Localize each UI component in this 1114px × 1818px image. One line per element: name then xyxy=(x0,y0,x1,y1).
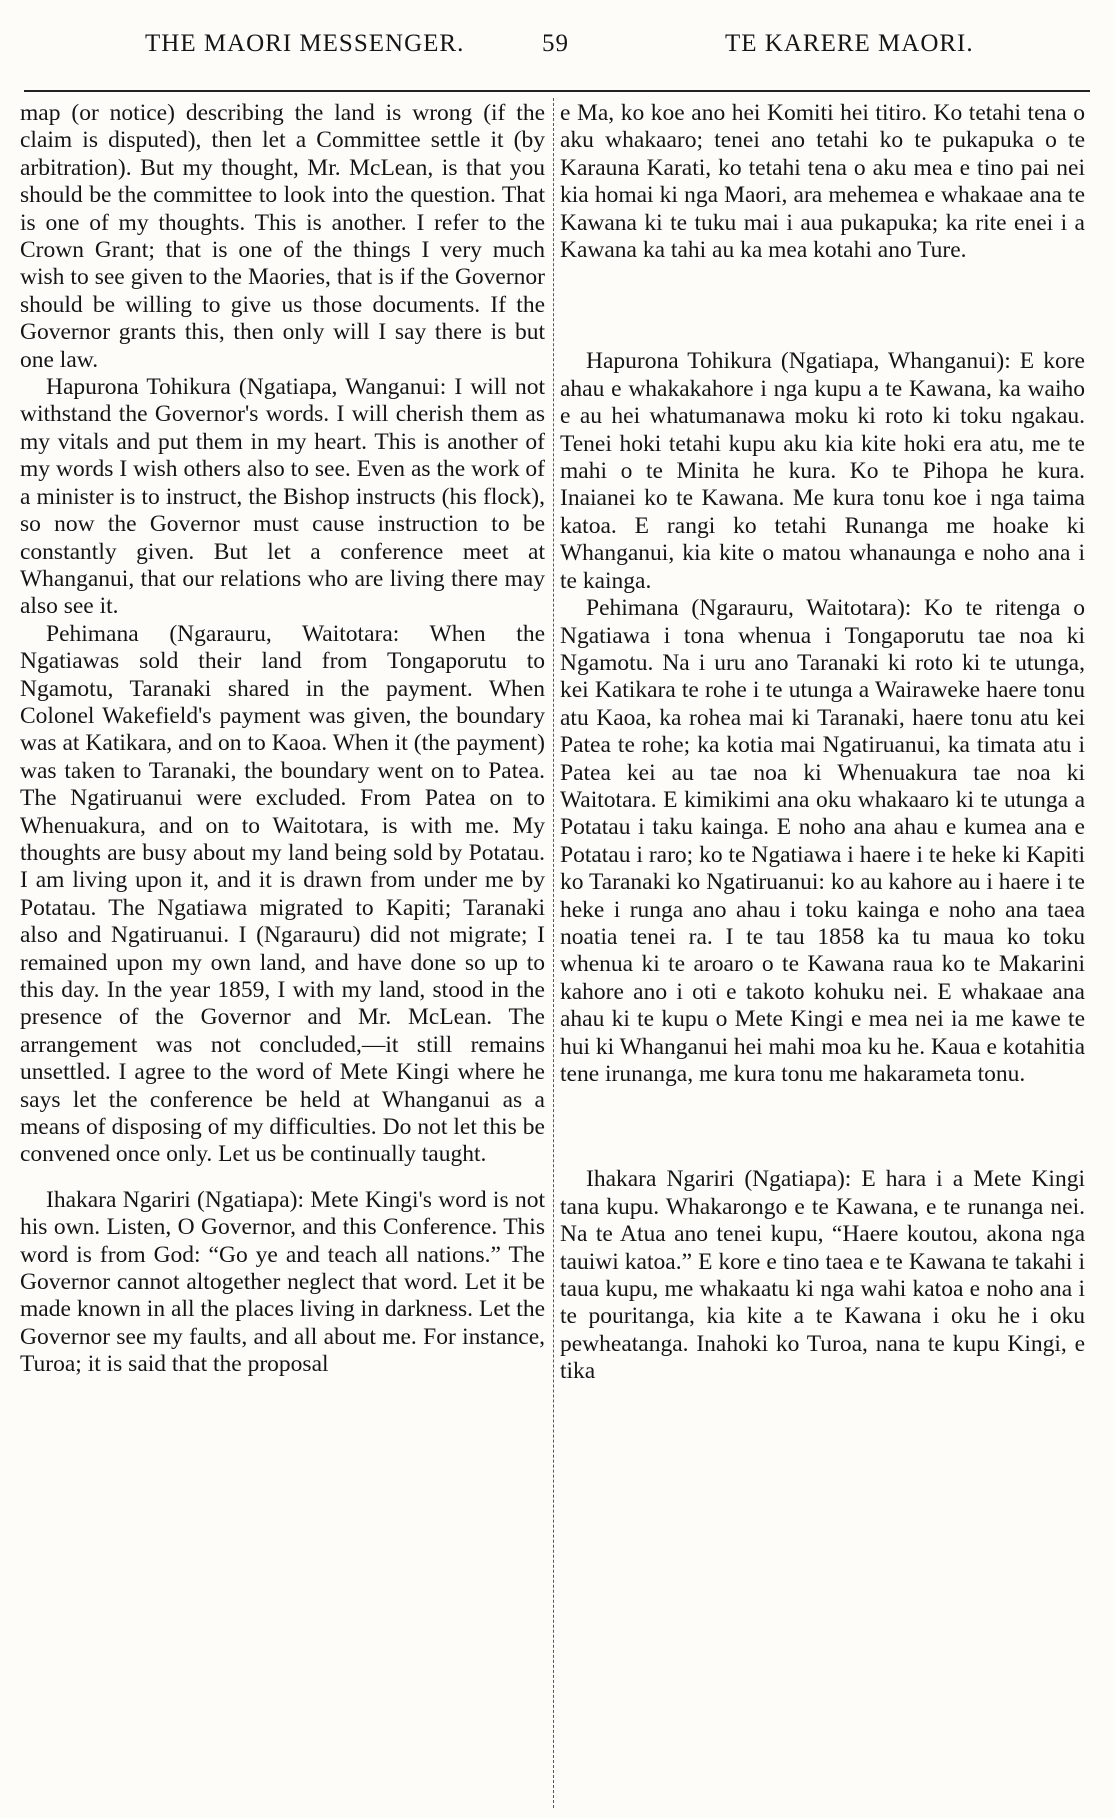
column-divider xyxy=(553,98,555,1808)
english-column xyxy=(20,100,545,1379)
english-paragraph-1: map (or notice) describing the land is wrong (if the claim is disputed), then let a Committee settle it (by arbitration). But my thought, Mr. McLean, is that you should be the committee to look into the question. That is one of my thoughts. This is another. I refer to the Crown Grant; that is one of the things I very much wish to see given to the Maories, that is if the Governor should be willing to give us those documents. If the Governor grants this, then only will I say there is but one law. xyxy=(20,100,545,373)
maori-paragraph-3: Pehimana (Ngarauru, Waitotara): Ko te ritenga o Ngatiawa i tona whenua i Tongaporutu tae noa ki Ngamotu. Na i uru ano Taranaki ki roto ki te utunga, kei Katikara te rohe i te utunga a Wairaweke haere tonu atu Kaoa, ka rohea mai ki Taranaki, haere tonu atu kei Patea te rohe; ka kotia mai Ngatiruanui, ka timata atu i Patea kei au tae noa ki Whenuakura tae noa ki Waitotara. E kimikimi ana oku whakaaro ki te utunga a Potatau i taku kainga. E noho ana ahau e kumea ana e Potatau i raro; ko te Ngatiawa i haere i te heke ki Kapiti ko Taranaki ko Ngatiruanui: ko au kahore au i haere i te heke i runga ano ahau i toku kainga e noho ana taea noatia tenei ra. I te tau 1858 ka tu maua ko toku whenua ki te aroaro o te Kawana raua ko te Makarini kahore ano i oti e takoto kohuku nei. E whakaae ana ahau ki te kupu o Mete Kingi e mea nei ia me kawe te hui ki Whanganui hei mahi moa ku he. Kaua e kotahitia tene irunanga, me kura tonu me hakarameta tonu. xyxy=(560,595,1085,1087)
header-english-title: THE MAORI MESSENGER. xyxy=(145,30,465,57)
english-paragraph-2: Hapurona Tohikura (Ngatiapa, Wanganui: I will not withstand the Governor's words. I will cherish them as my vitals and put them in my heart. This is another of my words I wish others also to see. Even as the work of a minister is to instruct, the Bishop instructs (his flock), so now the Governor must cause instruction to be constantly given. But let a conference meet at Whanganui, that our relations who are living there may also see it. xyxy=(20,374,545,620)
maori-column xyxy=(560,100,1085,1386)
english-paragraph-4: Ihakara Ngariri (Ngatiapa): Mete Kingi's word is not his own. Listen, O Governor, and this Conference. This word is from God: “Go ye and teach all nations.” The Governor cannot altogether neglect that word. Let it be made known in all the places living in darkness. Let the Governor see my faults, and all about me. For instance, Turoa; it is said that the proposal xyxy=(20,1186,545,1378)
page-number: 59 xyxy=(542,30,569,57)
maori-paragraph-2: Hapurona Tohikura (Ngatiapa, Whanganui): E kore ahau e whakakahore i nga kupu a te Kawana, ka waiho e au hei whatumanawa moku ki roto ki toku ngakau. Tenei hoki tetahi kupu aku kia kite hoki era atu, me te mahi o te Minita he kura. Ko te Pihopa he kura. Inaianei ko te Kawana. Me kura tonu koe i nga taima katoa. E rangi ko tetahi Runanga me hoake ki Whanganui, kia kite o matou whanaunga e noho ana i te kainga. xyxy=(560,348,1085,594)
maori-paragraph-1: e Ma, ko koe ano hei Komiti hei titiro. Ko tetahi tena o aku whakaaro; tenei ano tetahi ko te pukapuka o te Karauna Karati, ko tetahi tena o aku mea e tino pai nei kia homai ki nga Maori, ara mehemea e whakaae ana te Kawana ki te tuku mai i aua pukapuka; ka rite enei i a Kawana ka tahi au ka mea kotahi ano Ture. xyxy=(560,100,1085,264)
header-rule xyxy=(24,90,1090,92)
english-paragraph-3: Pehimana (Ngarauru, Waitotara: When the Ngatiawas sold their land from Tongaporutu to Ngamotu, Taranaki shared in the payment. When Colonel Wakefield's payment was given, the boundary was at Katikara, and on to Kaoa. When it (the payment) was taken to Taranaki, the boundary went on to Patea. The Ngatiruanui were excluded. From Patea on to Whenuakura, and on to Waitotara, is with me. My thoughts are busy about my land being sold by Potatau. I am living upon it, and it is drawn from under me by Potatau. The Ngatiawa migrated to Kapiti; Taranaki also and Ngatiruanui. I (Ngarauru) did not migrate; I remained upon my own land, and have done so up to this day. In the year 1859, I with my land, stood in the presence of the Governor and Mr. McLean. The arrangement was not concluded,—it still remains unsettled. I agree to the word of Mete Kingi where he says let the conference be held at Whanganui as a means of disposing of my difficulties. Do not let this be convened once only. Let us be continually taught. xyxy=(20,620,545,1168)
header-maori-title: TE KARERE MAORI. xyxy=(725,30,974,57)
page-header xyxy=(40,30,1080,72)
maori-paragraph-4: Ihakara Ngariri (Ngatiapa): E hara i a Mete Kingi tana kupu. Whakarongo e te Kawana, e te runanga nei. Na te Atua ano tenei kupu, “Haere koutou, akona nga tauiwi katoa.” E kore e tino taea e te Kawana te takahi i taua kupu, me whakaatu ki nga wahi katoa e noho ana i te pouritanga, kia kite a te Kawana i oku he i oku pewheatanga. Inahoki ko Turoa, nana te kupu Kingi, e tika xyxy=(560,1166,1085,1385)
